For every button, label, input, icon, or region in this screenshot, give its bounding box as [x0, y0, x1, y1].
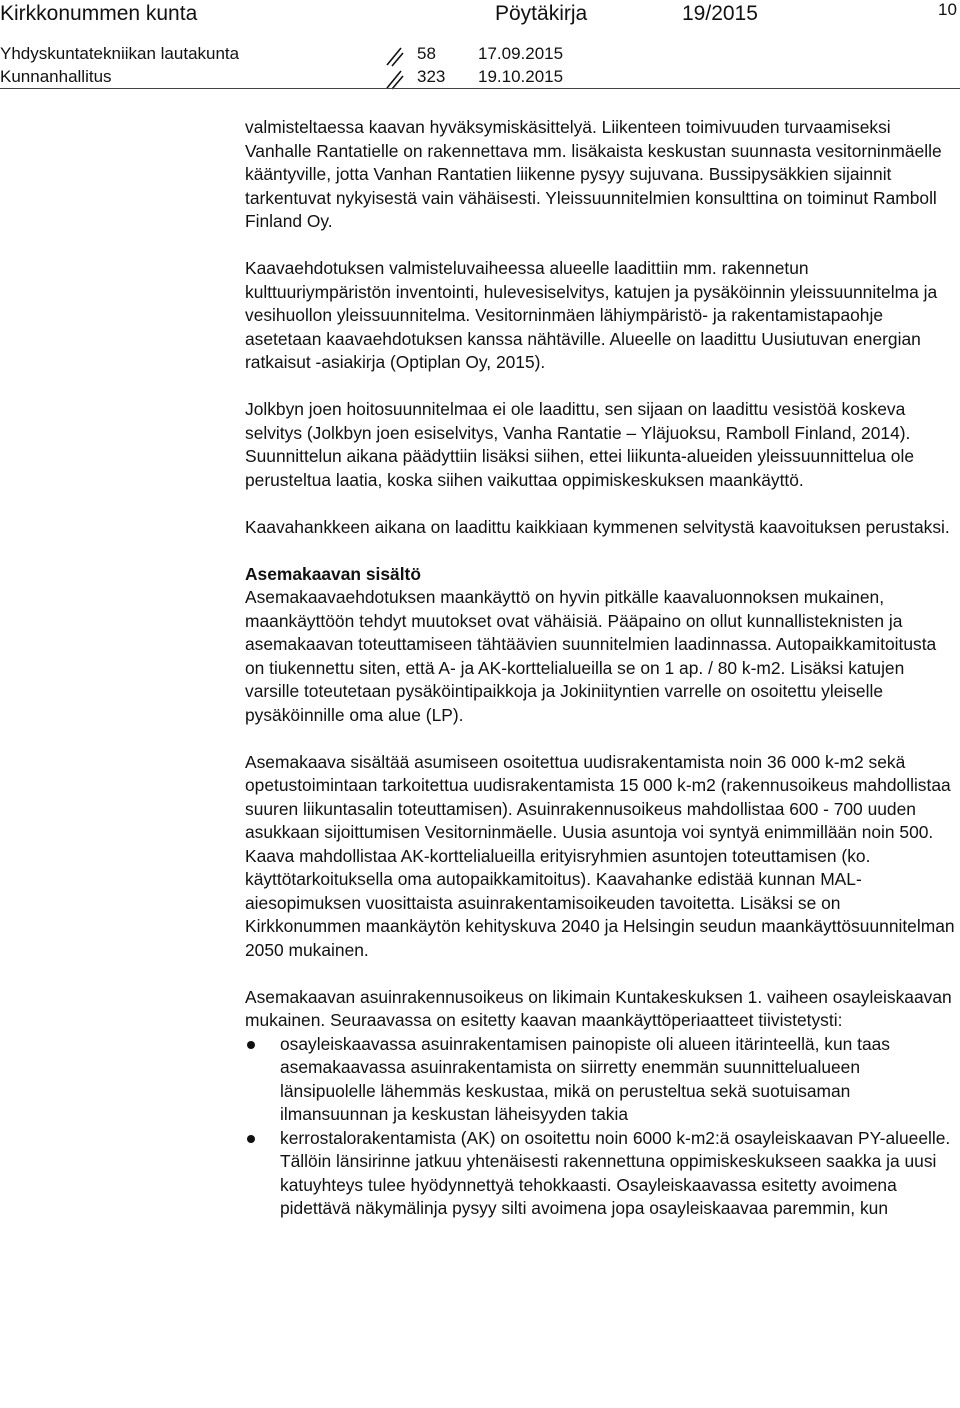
document-body [245, 116, 957, 1221]
meeting-date: 17.09.2015 [478, 44, 564, 63]
meeting-body: Kunnanhallitus [0, 67, 112, 86]
list-item-text: osayleiskaavassa asuinrakentamisen painopiste oli alueen itärinteellä, kun taas asemakaavassa asuinrakentamista on siirretty enemmän suunnittelualueen länsipuolelle lähemmäs keskustaa, mikä on perusteltua sekä suotuisaman ilmansuunnan ja keskustan läheisyyden takia [280, 1033, 891, 1124]
document-number: 19/2015 [682, 2, 758, 25]
list-item [245, 1127, 957, 1221]
section-number: 323 [417, 67, 446, 86]
meeting-date: 19.10.2015 [478, 67, 564, 86]
section-heading: Asemakaavan sisältö [245, 563, 421, 584]
paragraph: Jolkbyn joen hoitosuunnitelmaa ei ole laadittu, sen sijaan on laadittu vesistöä koskeva selvitys (Jolkbyn joen esiselvitys, Vanha Rantatie – Yläjuoksu, Ramboll Finland, 2014). Suunnittelun aikana päädyttiin lisäksi siihen, ettei liikunta-alueiden yleissuunnittelua ole perusteltua laatia, koska siihen vaikuttaa oppimiskeskuksen maankäyttö. [245, 399, 914, 490]
section-number: 58 [417, 44, 436, 63]
paragraph: valmisteltaessa kaavan hyväksymiskäsittelyä. Liikenteen toimivuuden turvaamiseksi Vanhalle Rantatielle on rakennettava mm. lisäkaista keskustan suunnasta vesitorninmäelle kääntyville, jotta Vanhan Rantatien liikenne pysyy sujuvana. Bussipysäkkien sijainnit tarkentuvat nykyisestä vain vähäisesti. Yleissuunnitelmien konsulttina on toiminut Ramboll Finland Oy. [245, 117, 942, 231]
list-item-text: kerrostalorakentamista (AK) on osoitettu noin 6000 k-m2:ä osayleiskaavan PY-alueelle. Tällöin länsirinne jatkuu yhtenäisesti rakennettuna oppimiskeskukseen saakka ja uusi katuyhteys tulee hyödynnettyä tehokkaasti. Osayleiskaavassa esitetty avoimena pidettävä näkymälinja pysyy silti avoimena jopa osayleiskaavaa paremmin, kun [280, 1127, 951, 1218]
paragraph: Kaavaehdotuksen valmisteluvaiheessa alueelle laadittiin mm. rakennetun kulttuuriympäristön inventointi, hulevesiselvitys, katujen ja pysäköinnin yleissuunnitelma ja vesihuollon yleissuunnitelma. Vesitorninmäen lähiympäristö- ja rakentamistapaohje asetetaan kaavaehdotuksen kanssa nähtäville. Alueelle on laadittu Uusiutuvan energian ratkaisut -asiakirja (Optiplan Oy, 2015). [245, 258, 938, 372]
list-item [245, 1033, 957, 1127]
paragraph: Asemakaava sisältää asumiseen osoitettua uudisrakentamista noin 36 000 k-m2 sekä opetustoimintaan tarkoitettua uudisrakentamista 15 000 k-m2 (rakennusoikeus mahdollistaa suuren liikuntasalin toteuttamisen). Asuinrakennusoikeus mahdollistaa 600 - 700 uuden asukkaan sijoittumisen Vesitorninmäelle. Uusia asuntoja voi syntyä enimmillään noin 500. Kaava mahdollistaa AK-korttelialueilla erityisryhmien asuntojen toteuttamisen (ko. käyttötarkoituksella oma autopaikkamitoitus). Kaavahanke edistää kunnan MAL-aiesopimuksen vuosittaista asuinrakentamisoikeuden tavoitetta. Lisäksi se on Kirkkonummen maankäytön kehityskuva 2040 ja Helsingin seudun maankäyttösuunnitelman 2050 mukainen. [245, 751, 955, 960]
bullet-icon [247, 1041, 255, 1049]
paragraph: Kaavahankkeen aikana on laadittu kaikkiaan kymmenen selvitystä kaavoituksen perustaksi. [245, 516, 950, 537]
section-sign-icon [383, 45, 409, 67]
meeting-row [0, 67, 960, 89]
section-sign-icon [383, 68, 409, 90]
paragraph: Asemakaavaehdotuksen maankäyttö on hyvin pitkälle kaavaluonnoksen mukainen, maankäyttöön tehdyt muutokset ovat vähäisiä. Pääpaino on ollut kunnallisteknisten ja asemakaavan toteuttamiseen tähtäävien suunnitelmien laadinnassa. Autopaikkamitoitusta on tiukennettu siten, että A- ja AK-korttelialueilla se on 1 ap. / 80 k-m2. Lisäksi katujen varsille toteutetaan pysäköintipaikkoja ja Jokiniityntien varrelle on osoitettu yleiselle pysäköinnille oma alue (LP). [245, 587, 937, 725]
document-header [0, 0, 960, 40]
paragraph: Asemakaavan asuinrakennusoikeus on likimain Kuntakeskuksen 1. vaiheen osayleiskaavan mukainen. Seuraavassa on esitetty kaavan maankäyttöperiaatteet tiivistetysti: [245, 986, 952, 1030]
bullet-icon [247, 1135, 255, 1143]
header-divider [0, 88, 960, 89]
meeting-row [0, 44, 960, 66]
organization-name: Kirkkonummen kunta [0, 2, 198, 25]
page-number: 10 [938, 0, 957, 19]
document-type: Pöytäkirja [495, 2, 588, 25]
meeting-body: Yhdyskuntatekniikan lautakunta [0, 44, 240, 63]
bullet-list [245, 1033, 957, 1221]
